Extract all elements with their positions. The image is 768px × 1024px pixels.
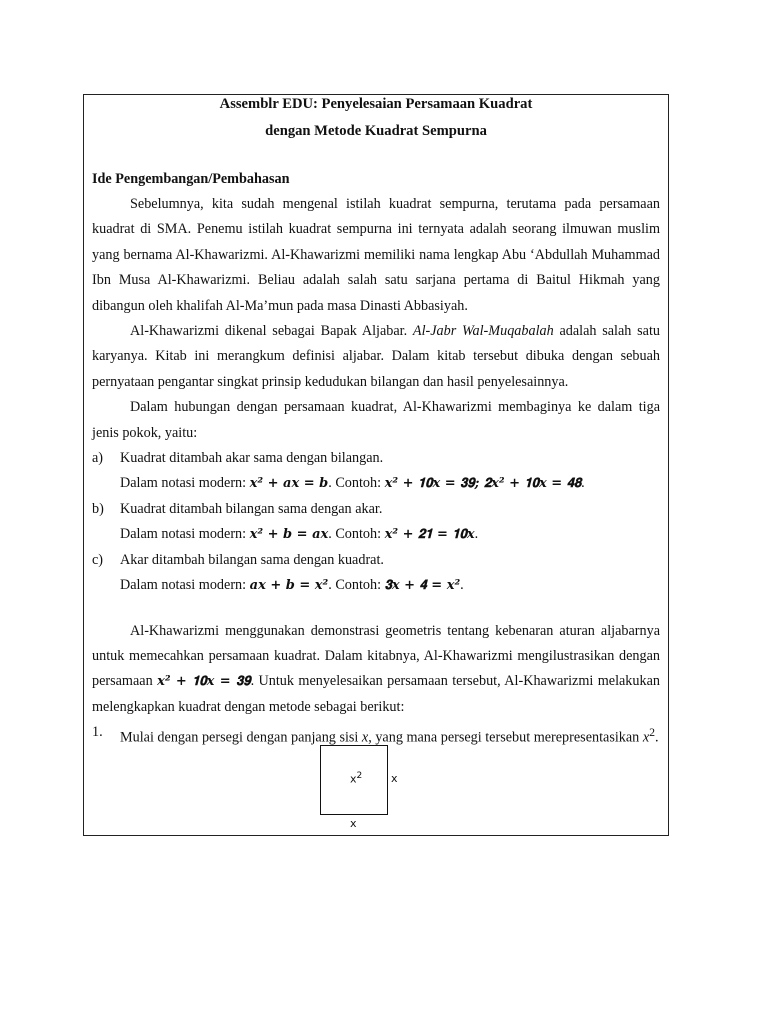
bottom-length-label: x <box>350 817 357 830</box>
para4-after: . Untuk menyelesaikan persamaan tersebut, Al-Khawarizmi melakukan melengkapkan kuadrat dengan metode sebagai berikut: <box>92 673 660 715</box>
example-prefix: . Contoh: <box>328 475 385 492</box>
para2-before: Al-Khawarizmi dikenal sebagai Bapak Aljabar. <box>130 323 413 340</box>
notation-prefix: Dalam notasi modern: <box>120 577 250 594</box>
example-formula: 𝒙² + 𝟐𝟏 = 𝟏𝟎𝒙 <box>384 527 475 543</box>
line-end: . <box>474 526 479 543</box>
line-end: . <box>581 475 585 492</box>
area-exponent: 2 <box>356 771 363 781</box>
step-label: 1. <box>92 724 103 741</box>
example-formula: 𝒙² + 𝟏𝟎𝒙 = 𝟑𝟗; 𝟐𝒙² + 𝟏𝟎𝒙 = 𝟒𝟖 <box>384 476 582 492</box>
notation-prefix: Dalam notasi modern: <box>120 526 250 543</box>
document-content <box>92 91 660 751</box>
paragraph-geometric-demo <box>92 619 660 721</box>
type-description: Kuadrat ditambah akar sama dengan bilangan. <box>120 450 384 467</box>
paragraph-father-of-algebra <box>92 319 660 395</box>
list-item-type-a <box>92 446 660 497</box>
type-description: Kuadrat ditambah bilangan sama dengan akar. <box>120 500 383 517</box>
step-text-middle: , yang mana persegi tersebut merepresentasikan <box>368 729 643 746</box>
paragraph-types-intro: Dalam hubungan dengan persamaan kuadrat, Al-Khawarizmi membaginya ke dalam tiga jenis pokok, yaitu: <box>92 399 660 441</box>
formula: 𝒙² + 𝒂𝒙 = 𝒃 <box>249 476 329 492</box>
square-area-label <box>350 771 362 786</box>
list-label: b) <box>92 500 104 517</box>
list-item-type-c <box>92 548 660 599</box>
title-line-1: Assemblr EDU: Penyelesaian Persamaan Kuadrat <box>219 96 533 112</box>
list-label: a) <box>92 450 104 467</box>
book-title: Al-Jabr Wal-Muqabalah <box>412 323 554 340</box>
step-end: . <box>655 729 659 746</box>
line-end: . <box>460 577 464 594</box>
para2-after: adalah salah satu karyanya. Kitab ini merangkum definisi aljabar. Dalam kitab tersebut dibuka dengan sebuah pernyataan pengantar singkat prinsip kedudukan bilangan dan hasil penyelesainnya. <box>92 323 661 390</box>
example-formula: 𝟑𝒙 + 𝟒 = 𝒙² <box>384 578 461 594</box>
notation-line <box>120 471 660 496</box>
notation-line <box>120 522 660 547</box>
step-var: x <box>361 729 369 746</box>
step-var2: x <box>642 729 650 746</box>
formula: 𝒙² + 𝒃 = 𝒂𝒙 <box>249 527 329 543</box>
side-length-label: x <box>391 772 398 785</box>
document-frame <box>83 94 669 836</box>
demo-formula: 𝒙² + 𝟏𝟎𝒙 = 𝟑𝟗 <box>157 674 251 690</box>
formula: 𝒂𝒙 + 𝒃 = 𝒙² <box>249 578 329 594</box>
notation-line <box>120 573 660 598</box>
list-label: c) <box>92 551 104 568</box>
step-text-before: Mulai dengan persegi dengan panjang sisi <box>120 729 362 746</box>
area-var: x <box>350 772 357 786</box>
example-prefix: . Contoh: <box>328 577 385 594</box>
example-prefix: . Contoh: <box>328 526 385 543</box>
type-description: Akar ditambah bilangan sama dengan kuadrat. <box>120 551 384 568</box>
notation-prefix: Dalam notasi modern: <box>120 475 250 492</box>
step-exponent: 2 <box>649 725 656 740</box>
section-heading: Ide Pengembangan/Pembahasan <box>92 171 290 187</box>
list-item-type-b <box>92 497 660 548</box>
title-line-2: dengan Metode Kuadrat Sempurna <box>265 123 487 139</box>
para4-before: Al-Khawarizmi menggunakan demonstrasi geometris tentang kebenaran aturan aljabarnya untuk memecahkan persamaan kuadrat. Dalam kitabnya, Al-Khawarizmi mengilustrasikan dengan persamaan <box>92 622 660 690</box>
paragraph-intro: Sebelumnya, kita sudah mengenal istilah kuadrat sempurna, terutama pada persamaan kuadrat di SMA. Penemu istilah kuadrat sempurna ini ternyata adalah seorang ilmuwan muslim yang bernama Al-Khawarizmi. Al-Khawarizmi memiliki nama lengkap Abu ‘Abdullah Muhammad Ibn Musa Al-Khawarizmi. Beliau adalah salah satu sarjana pertama di Baitul Hikmah yang dibangun oleh khalifah Al-Ma’mun pada masa Dinasti Abbasiyah. <box>92 196 660 314</box>
